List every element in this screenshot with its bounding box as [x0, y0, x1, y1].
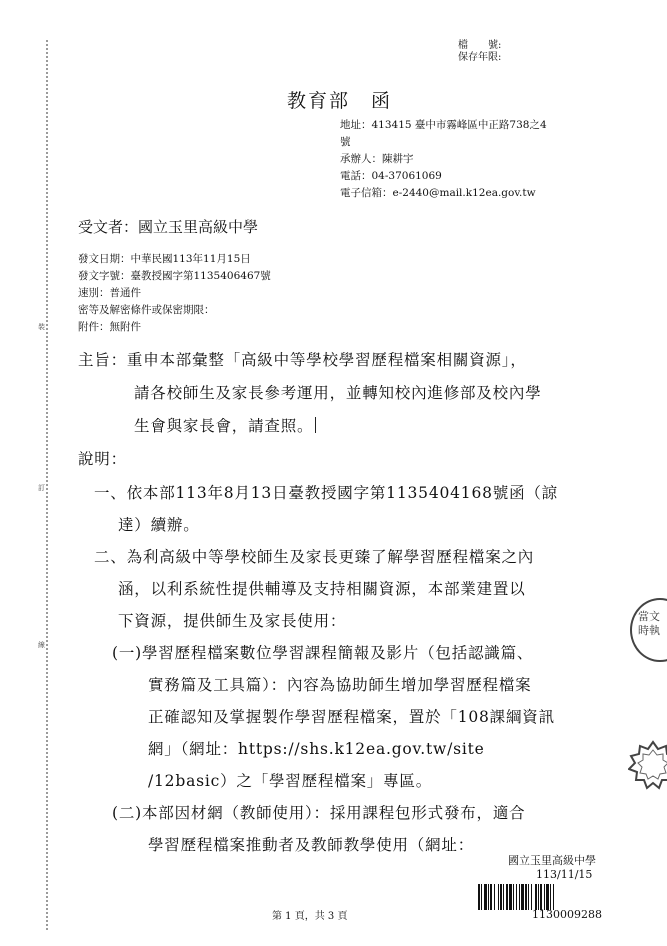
- sender-address-cont: 號: [340, 136, 351, 148]
- barcode-bar: [478, 884, 480, 910]
- item-2-line-1: 二、為利高級中等學校師生及家長更臻了解學習歷程檔案之內: [94, 548, 535, 566]
- receipt-date: 113/11/15: [536, 868, 593, 881]
- letter-title: 教育部 函: [287, 90, 393, 112]
- subject-line-3-text: 生會與家長會，請查照。: [134, 417, 314, 435]
- barcode-bar: [494, 884, 495, 910]
- barcode-bar: [525, 884, 527, 910]
- file-number-label: 檔 號:: [458, 40, 502, 51]
- barcode-bar: [550, 884, 551, 910]
- contact-email: 電子信箱：e-2440@mail.k12ea.gov.tw: [340, 187, 536, 199]
- serrated-stamp-icon: [628, 740, 667, 790]
- barcode-bar: [538, 884, 539, 910]
- secrecy-level: 密等及解密條件或保密期限：: [78, 304, 215, 316]
- barcode-bar: [516, 884, 517, 910]
- binding-line: [46, 40, 48, 930]
- subitem-1-line-1: (一)學習歷程檔案數位學習課程簡報及影片（包括認識篇、: [112, 644, 534, 662]
- barcode-icon: [478, 884, 604, 910]
- barcode-bar: [500, 884, 502, 910]
- barcode-bar: [546, 884, 549, 910]
- binding-mark-middle: 訂: [38, 484, 45, 492]
- recipient: 受文者：國立玉里高級中學: [78, 218, 259, 236]
- subject-line-3: [134, 414, 316, 436]
- official-seal-stamp: [630, 598, 667, 662]
- sender-address: 地址：413415 臺中市霧峰區中正路738之4: [340, 119, 547, 131]
- contact-phone: 電話：04-37061069: [340, 170, 442, 182]
- barcode-bar: [490, 884, 492, 910]
- barcode-bar: [531, 884, 532, 910]
- subitem-1-line-4: 網」（網址：https://shs.k12ea.gov.tw/site: [148, 740, 485, 758]
- issue-number: 發文字號：臺教授國字第1135406467號: [78, 270, 271, 282]
- contact-person: 承辦人：陳耕宇: [340, 153, 414, 165]
- subject-line-1: 主旨：重申本部彙整「高級中等學校學習歷程檔案相關資源」，: [78, 351, 527, 369]
- receipt-barcode-number: 1130009288: [532, 908, 602, 921]
- item-2-line-3: 下資源，提供師生及家長使用：: [118, 612, 347, 630]
- barcode-bar: [506, 884, 508, 910]
- barcode-bar: [519, 884, 520, 910]
- subject-line-2: 請各校師生及家長參考運用，並轉知校內進修部及校內學: [134, 384, 542, 402]
- barcode-bar: [528, 884, 529, 910]
- retention-label: 保存年限:: [458, 52, 502, 63]
- barcode-bar: [498, 884, 499, 910]
- subitem-1-line-5: /12basic）之「學習歷程檔案」專區。: [148, 772, 433, 790]
- seal-text: 當文 時執: [638, 610, 660, 637]
- barcode-bar: [488, 884, 489, 910]
- explanation-label: 說明：: [78, 450, 127, 468]
- receipt-school: 國立玉里高級中學: [508, 854, 596, 867]
- barcode-bar: [481, 884, 482, 910]
- text-cursor: [315, 417, 316, 433]
- subitem-1-line-3: 正確認知及掌握製作學習歷程檔案，置於「108課綱資訊: [148, 708, 555, 726]
- delivery-speed: 速別：普通件: [78, 287, 141, 299]
- item-1-line-1: 一、依本部113年8月13日臺教授國字第1135404168號函（諒: [94, 484, 558, 502]
- barcode-bar: [553, 884, 554, 910]
- binding-mark-top: 裝: [38, 323, 45, 331]
- serrated-stamp: [628, 740, 667, 790]
- page-footer: 第 1 頁，共 3 頁: [272, 911, 348, 922]
- barcode-bar: [509, 884, 512, 910]
- issue-date: 發文日期：中華民國113年11月15日: [78, 253, 251, 265]
- barcode-bar: [484, 884, 487, 910]
- subitem-2-line-1: (二)本部因材網（教師使用）：採用課程包形式發布，適合: [112, 804, 526, 822]
- subitem-2-line-2: 學習歷程檔案推動者及教師教學使用（網址：: [148, 836, 475, 854]
- barcode-bar: [503, 884, 504, 910]
- barcode-bar: [540, 884, 542, 910]
- subitem-1-line-2: 實務篇及工具篇）：內容為協助師生增加學習歷程檔案: [148, 676, 532, 694]
- attachments: 附件：無附件: [78, 321, 141, 333]
- item-1-line-2: 達）續辦。: [118, 516, 200, 534]
- barcode-bar: [521, 884, 524, 910]
- barcode-bar: [544, 884, 545, 910]
- barcode-bar: [535, 884, 537, 910]
- binding-mark-bottom: 線: [38, 641, 45, 649]
- barcode: [478, 884, 604, 910]
- item-2-line-2: 涵，以利系統性提供輔導及支持相關資源，本部業建置以: [118, 580, 526, 598]
- barcode-bar: [513, 884, 514, 910]
